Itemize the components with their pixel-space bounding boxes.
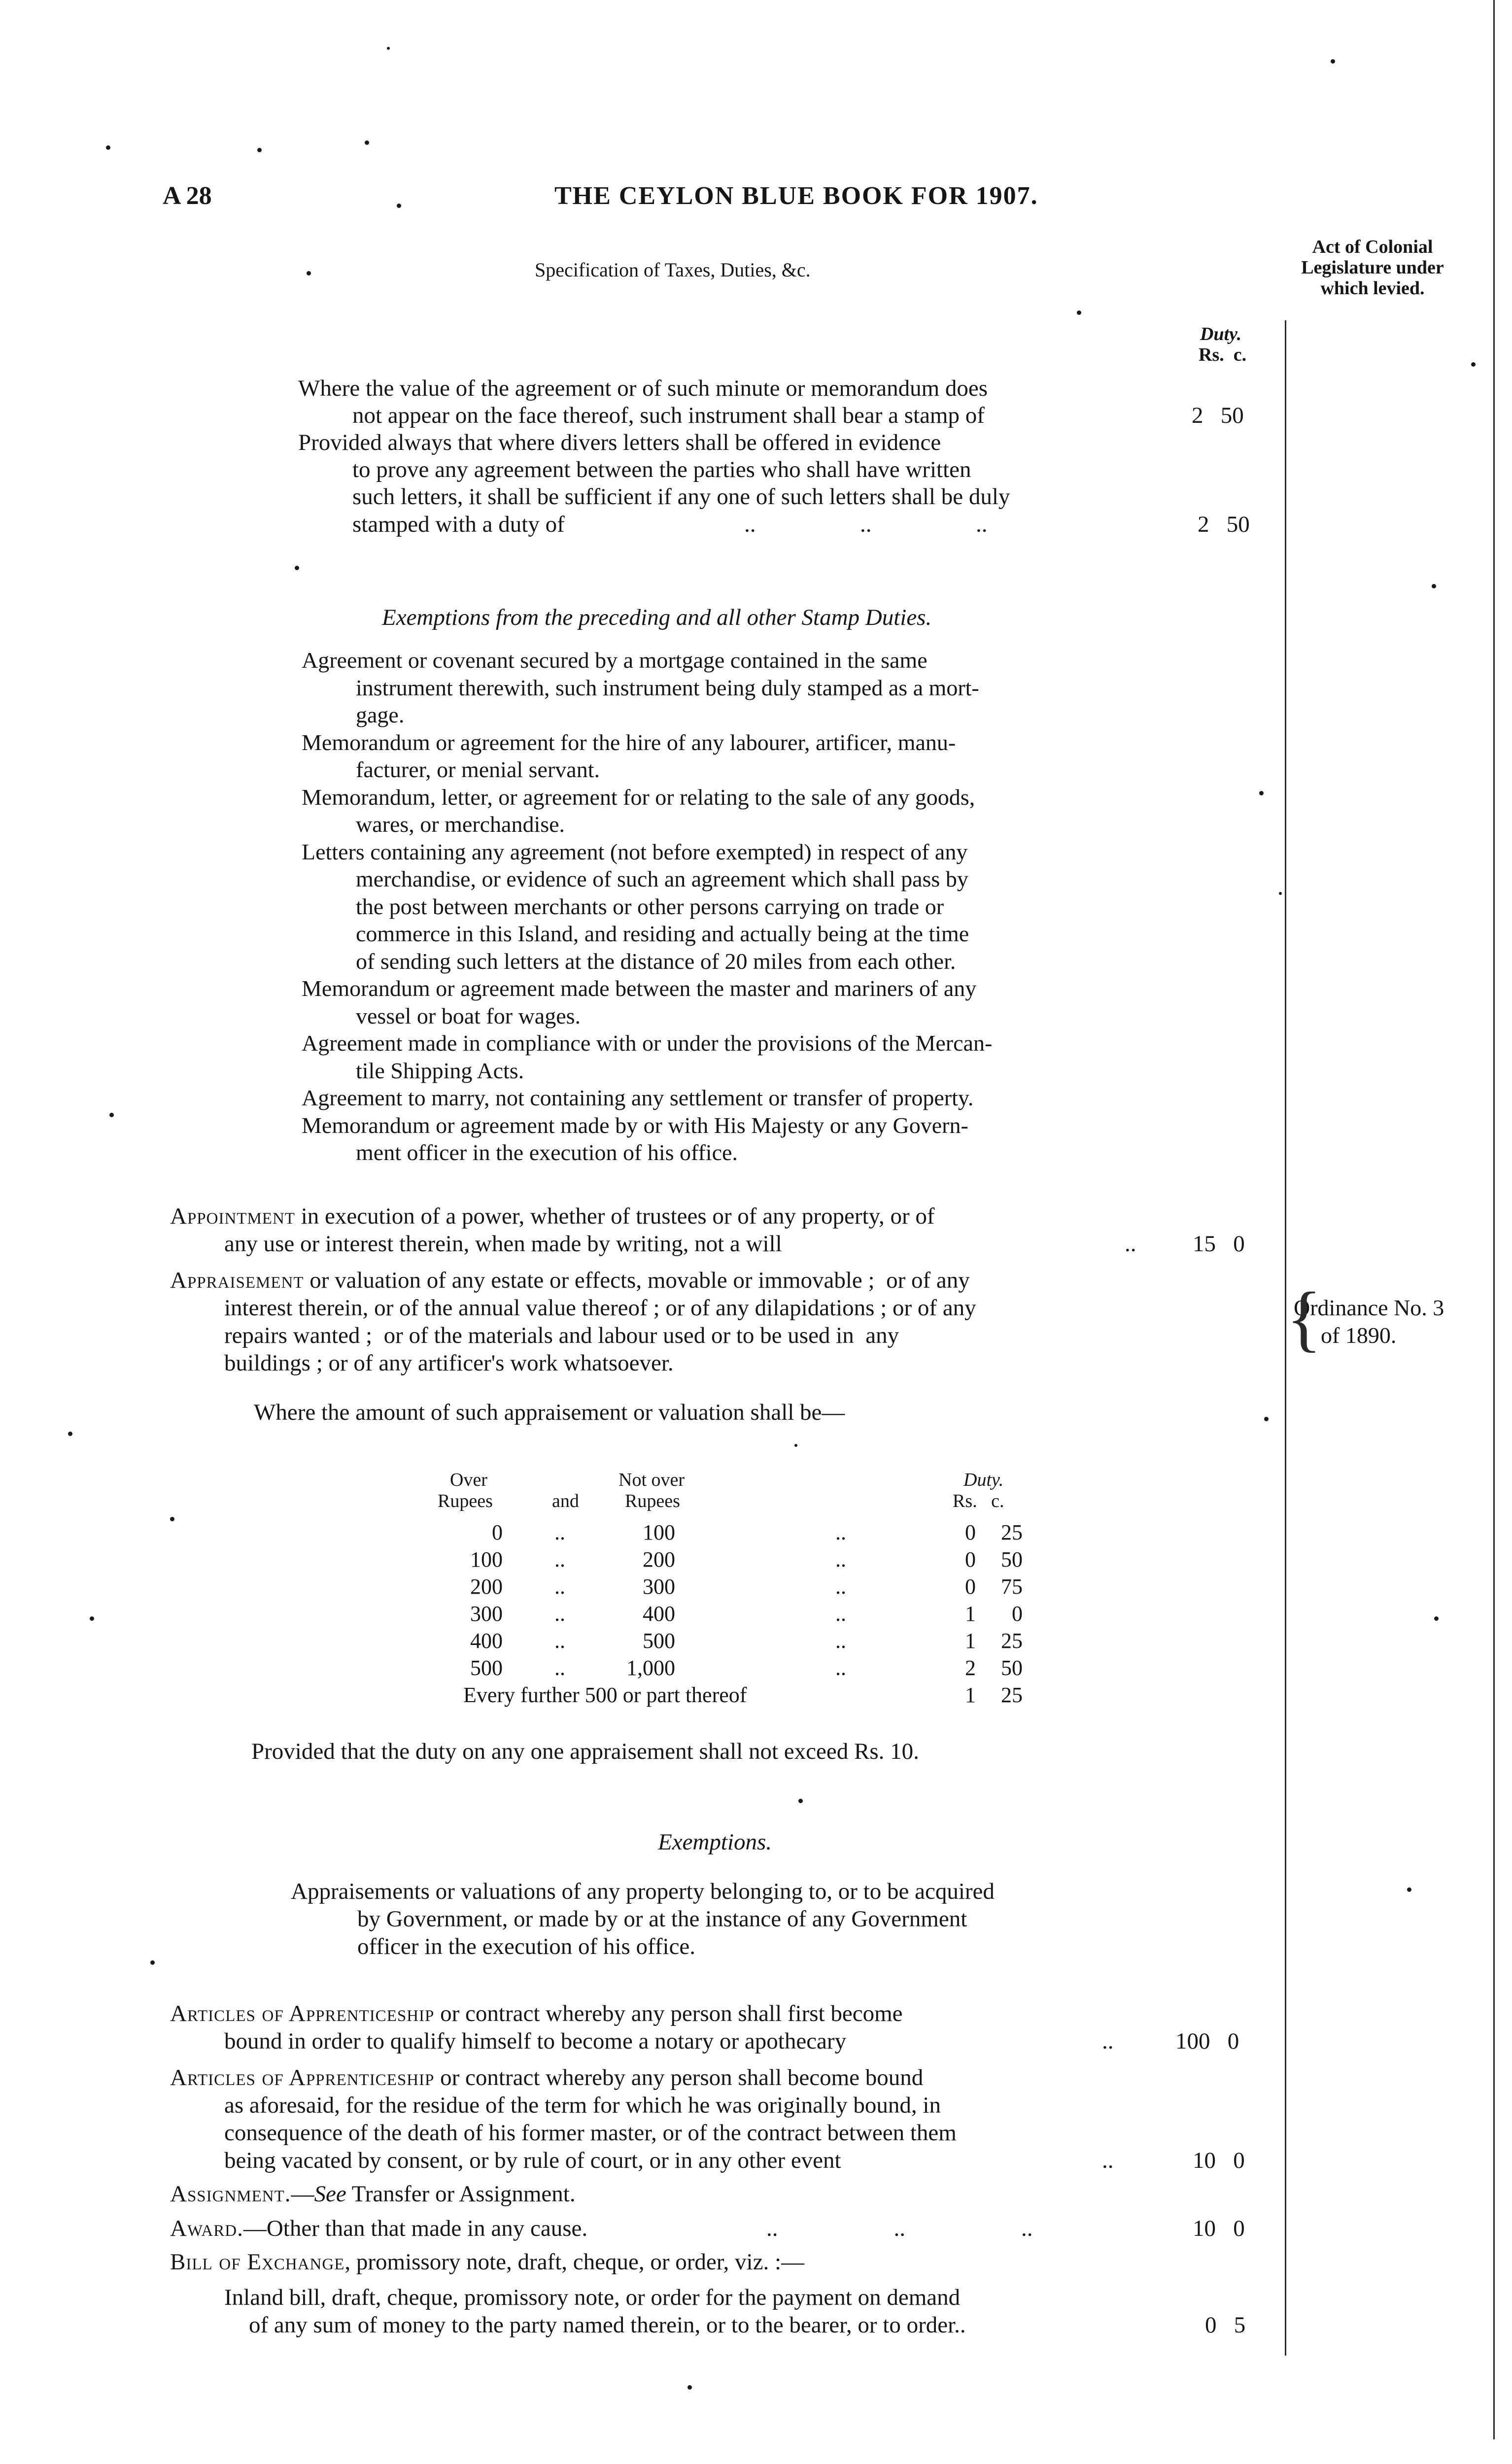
exemption-line: Agreement to marry, not containing any settlement or transfer of property. bbox=[302, 1085, 974, 1110]
bill-entry bbox=[170, 2248, 804, 2276]
agreement-line: not appear on the face thereof, such instrument shall bear a stamp of bbox=[352, 403, 985, 428]
exemption-line: Agreement made in compliance with or under the provisions of the Mercan- bbox=[302, 1030, 993, 1056]
brace: { bbox=[1286, 1277, 1322, 1359]
page-reference: A 28 bbox=[163, 182, 212, 210]
cell-c: 25 bbox=[1001, 1683, 1023, 1707]
award-entry bbox=[170, 2215, 587, 2242]
scan-speck bbox=[1331, 59, 1335, 64]
cell-not-over: 300 bbox=[643, 1574, 675, 1599]
cell-dots: .. bbox=[835, 1629, 846, 1653]
cell-rs: 0 bbox=[965, 1547, 976, 1572]
col-head-not-over: Rupees bbox=[625, 1491, 680, 1511]
scan-speck bbox=[1259, 791, 1264, 795]
entry-head: Appraisement bbox=[170, 1267, 304, 1293]
scan-speck bbox=[257, 148, 262, 152]
cell-over: 300 bbox=[470, 1602, 503, 1626]
exemption-line: tile Shipping Acts. bbox=[356, 1058, 524, 1083]
scan-speck bbox=[1279, 892, 1282, 895]
scan-speck bbox=[397, 204, 401, 208]
cell-c: 25 bbox=[1001, 1629, 1023, 1653]
agreement-proviso-line: such letters, it shall be sufficient if any one of such letters shall be duly bbox=[352, 484, 1010, 510]
entry-head: Articles of Apprenticeship bbox=[170, 2001, 435, 2026]
scan-speck bbox=[1407, 1887, 1411, 1892]
margin-heading-line: Legislature under bbox=[1301, 257, 1444, 278]
appraisement-line: interest therein, or of the annual value thereof ; or of any dilapidations ; or of any bbox=[224, 1295, 976, 1321]
col-head-and: and bbox=[552, 1491, 579, 1511]
exemption-line: by Government, or made by or at the instance of any Government bbox=[357, 1906, 967, 1932]
cell-rs: 1 bbox=[965, 1629, 976, 1653]
entry-head: Bill of Exchange bbox=[170, 2249, 345, 2275]
scan-speck bbox=[150, 1960, 155, 1965]
exemption-line: Agreement or covenant secured by a mortgage contained in the same bbox=[302, 648, 928, 673]
duty-value: 2 50 bbox=[1198, 512, 1250, 537]
cell-over: 200 bbox=[470, 1574, 503, 1599]
cell-not-over: 200 bbox=[643, 1547, 675, 1572]
assignment-entry bbox=[170, 2180, 576, 2208]
col-head-over: Rupees bbox=[438, 1491, 493, 1511]
entry-text: , promissory note, draft, cheque, or order, viz. :— bbox=[344, 2249, 805, 2275]
bill-line: of any sum of money to the party named therein, or to the bearer, or to order.. bbox=[249, 2312, 966, 2338]
cell-sep: .. bbox=[554, 1574, 565, 1599]
leader-dots: .. bbox=[1125, 1231, 1136, 1257]
col-head-not-over: Not over bbox=[619, 1470, 685, 1490]
entry-head: Appointment bbox=[170, 1203, 295, 1229]
exemption-line: wares, or merchandise. bbox=[356, 812, 565, 837]
articles-line: being vacated by consent, or by rule of court, or in any other event bbox=[224, 2148, 841, 2173]
exemption-line: instrument therewith, such instrument being duly stamped as a mort- bbox=[356, 675, 979, 700]
cell-c: 50 bbox=[1001, 1656, 1023, 1680]
agreement-proviso-line: Provided always that where divers letters shall be offered in evidence bbox=[298, 430, 941, 455]
exemption-line: Appraisements or valuations of any property belonging to, or to be acquired bbox=[291, 1879, 995, 1904]
cell-over: 500 bbox=[470, 1656, 503, 1680]
scan-speck bbox=[90, 1616, 94, 1621]
bill-line: Inland bill, draft, cheque, promissory note, or order for the payment on demand bbox=[224, 2285, 961, 2310]
cell-not-over: 1,000 bbox=[626, 1656, 675, 1680]
cell-not-over: 400 bbox=[643, 1602, 675, 1626]
cell-rs: 2 bbox=[965, 1656, 976, 1680]
margin-heading-line: which levied. bbox=[1320, 278, 1425, 299]
agreement-line: Where the value of the agreement or of such minute or memorandum does bbox=[298, 376, 988, 401]
cell-rs: 1 bbox=[965, 1683, 976, 1707]
scan-speck bbox=[687, 2385, 692, 2390]
scan-speck bbox=[387, 47, 390, 50]
scan-speck bbox=[307, 271, 311, 275]
scan-speck bbox=[1434, 1616, 1439, 1621]
cell-sep: .. bbox=[554, 1520, 565, 1544]
section-subtitle: Specification of Taxes, Duties, &c. bbox=[535, 259, 811, 281]
exemption-line: the post between merchants or other persons carrying on trade or bbox=[356, 893, 944, 919]
exemption-line: Memorandum or agreement for the hire of any labourer, artificer, manu- bbox=[302, 729, 956, 755]
exemption-line: Letters containing any agreement (not before exempted) in respect of any bbox=[302, 839, 968, 864]
duty-column-heading: Duty. bbox=[1200, 324, 1242, 344]
exemptions-heading: Exemptions from the preceding and all other Stamp Duties. bbox=[382, 605, 932, 630]
cell-not-over: 100 bbox=[643, 1520, 675, 1544]
scan-speck bbox=[295, 566, 299, 570]
cell-c: 0 bbox=[1012, 1602, 1023, 1626]
entry-text: —Other than that made in any cause. bbox=[243, 2216, 588, 2241]
exemptions-heading: Exemptions. bbox=[658, 1829, 772, 1855]
articles-line: as aforesaid, for the residue of the term for which he was originally bound, in bbox=[224, 2092, 941, 2118]
exemption-line: Memorandum or agreement made by or with His Majesty or any Govern- bbox=[302, 1112, 968, 1138]
leader-dots: .. .. .. bbox=[766, 2216, 1033, 2241]
cell-over: 400 bbox=[470, 1629, 503, 1653]
scan-speck bbox=[109, 1113, 114, 1117]
duty-value: 10 0 bbox=[1193, 2216, 1245, 2241]
scan-speck bbox=[170, 1517, 174, 1521]
scan-speck bbox=[1471, 362, 1476, 367]
appraisement-entry bbox=[170, 1266, 970, 1294]
exemption-line: vessel or boat for wages. bbox=[356, 1003, 581, 1028]
cell-dots: .. bbox=[835, 1656, 846, 1680]
entry-dash: — bbox=[291, 2181, 314, 2207]
duty-value: 0 5 bbox=[1205, 2312, 1246, 2338]
scan-speck bbox=[106, 145, 110, 150]
duty-value: 10 0 bbox=[1193, 2148, 1245, 2173]
entry-see: See bbox=[314, 2181, 346, 2207]
entry-head: Articles of Apprenticeship bbox=[170, 2065, 435, 2090]
appraisement-intro: Where the amount of such appraisement or valuation shall be— bbox=[254, 1400, 845, 1425]
exemption-line: officer in the execution of his office. bbox=[357, 1934, 696, 1959]
cell-dots: .. bbox=[835, 1520, 846, 1544]
margin-heading-line: Act of Colonial bbox=[1312, 237, 1433, 257]
exemption-line: Memorandum, letter, or agreement for or relating to the sale of any goods, bbox=[302, 784, 975, 810]
articles-line: consequence of the death of his former master, or of the contract between them bbox=[224, 2120, 957, 2146]
cell-sep: .. bbox=[554, 1547, 565, 1572]
col-head-duty: Duty. bbox=[963, 1470, 1004, 1490]
appointment-line: any use or interest therein, when made by writing, not a will bbox=[224, 1231, 782, 1257]
cell-dots: .. bbox=[835, 1602, 846, 1626]
entry-text: in execution of a power, whether of trustees or of any property, or of bbox=[295, 1203, 935, 1229]
exemption-line: of sending such letters at the distance of 20 miles from each other. bbox=[356, 948, 956, 974]
exemption-line: merchandise, or evidence of such an agreement which shall pass by bbox=[356, 866, 968, 891]
cell-over: 0 bbox=[492, 1520, 503, 1544]
agreement-proviso-line: to prove any agreement between the parties who shall have written bbox=[352, 457, 971, 482]
scan-speck bbox=[68, 1432, 72, 1436]
duty-value: 2 50 bbox=[1192, 403, 1244, 428]
appraisement-line: buildings ; or of any artificer's work whatsoever. bbox=[224, 1350, 674, 1376]
cell-further-text: Every further 500 or part thereof bbox=[463, 1683, 747, 1707]
exemption-line: gage. bbox=[356, 702, 405, 727]
cell-rs: 0 bbox=[965, 1520, 976, 1544]
articles-entry bbox=[170, 2000, 903, 2027]
appointment-entry bbox=[170, 1202, 935, 1230]
appraisement-proviso: Provided that the duty on any one appraisement shall not exceed Rs. 10. bbox=[251, 1739, 919, 1764]
col-head-over: Over bbox=[450, 1470, 487, 1490]
agreement-proviso-line: stamped with a duty of bbox=[352, 512, 565, 537]
cell-sep: .. bbox=[554, 1656, 565, 1680]
entry-head: Award. bbox=[170, 2216, 243, 2241]
cell-sep: .. bbox=[554, 1629, 565, 1653]
page-title: THE CEYLON BLUE BOOK FOR 1907. bbox=[554, 182, 1038, 210]
entry-text: Transfer or Assignment. bbox=[346, 2181, 576, 2207]
page-edge-rule bbox=[1493, 0, 1495, 2439]
entry-text: or valuation of any estate or effects, movable or immovable ; or of any bbox=[304, 1267, 970, 1293]
entry-head: Assignment. bbox=[170, 2181, 291, 2207]
articles-line: bound in order to qualify himself to become a notary or apothecary bbox=[224, 2028, 847, 2054]
cell-c: 50 bbox=[1001, 1547, 1023, 1572]
leader-dots: .. bbox=[1102, 2148, 1114, 2173]
duty-value: 100 0 bbox=[1175, 2028, 1239, 2054]
exemption-line: facturer, or menial servant. bbox=[356, 757, 600, 782]
scan-speck bbox=[798, 1799, 803, 1803]
rs-c-heading: Rs. c. bbox=[1199, 344, 1247, 365]
ordinance-line: of 1890. bbox=[1321, 1323, 1397, 1348]
exemptions-list bbox=[291, 1878, 995, 1960]
cell-sep: .. bbox=[554, 1602, 565, 1626]
exemption-line: commerce in this Island, and residing and actually being at the time bbox=[356, 921, 969, 946]
leader-dots: .. bbox=[1102, 2028, 1114, 2054]
duty-value: 15 0 bbox=[1193, 1231, 1245, 1257]
margin-heading bbox=[1291, 237, 1454, 299]
scan-speck bbox=[1264, 1417, 1269, 1421]
cell-dots: .. bbox=[835, 1574, 846, 1599]
cell-not-over: 500 bbox=[643, 1629, 675, 1653]
cell-c: 25 bbox=[1001, 1520, 1023, 1544]
scan-speck bbox=[1432, 584, 1436, 588]
leader-dots: .. .. .. bbox=[744, 512, 988, 537]
cell-rs: 0 bbox=[965, 1574, 976, 1599]
appraisement-line: repairs wanted ; or of the materials and labour used or to be used in any bbox=[224, 1323, 899, 1348]
exemption-line: ment officer in the execution of his office. bbox=[356, 1140, 738, 1165]
cell-c: 75 bbox=[1001, 1574, 1023, 1599]
cell-dots: .. bbox=[835, 1547, 846, 1572]
scan-speck bbox=[365, 140, 369, 145]
entry-text: or contract whereby any person shall become bound bbox=[434, 2065, 924, 2090]
cell-over: 100 bbox=[470, 1547, 503, 1572]
exemption-line: Memorandum or agreement made between the master and mariners of any bbox=[302, 976, 977, 1001]
articles-entry bbox=[170, 2064, 923, 2091]
scan-speck bbox=[794, 1444, 797, 1447]
scan-speck bbox=[1077, 310, 1081, 315]
entry-text: or contract whereby any person shall first become bbox=[434, 2001, 903, 2026]
ordinance-line: Ordinance No. 3 bbox=[1294, 1295, 1444, 1320]
col-head-duty: Rs. c. bbox=[953, 1491, 1004, 1511]
exemptions-list bbox=[302, 647, 1169, 1166]
cell-rs: 1 bbox=[965, 1602, 976, 1626]
